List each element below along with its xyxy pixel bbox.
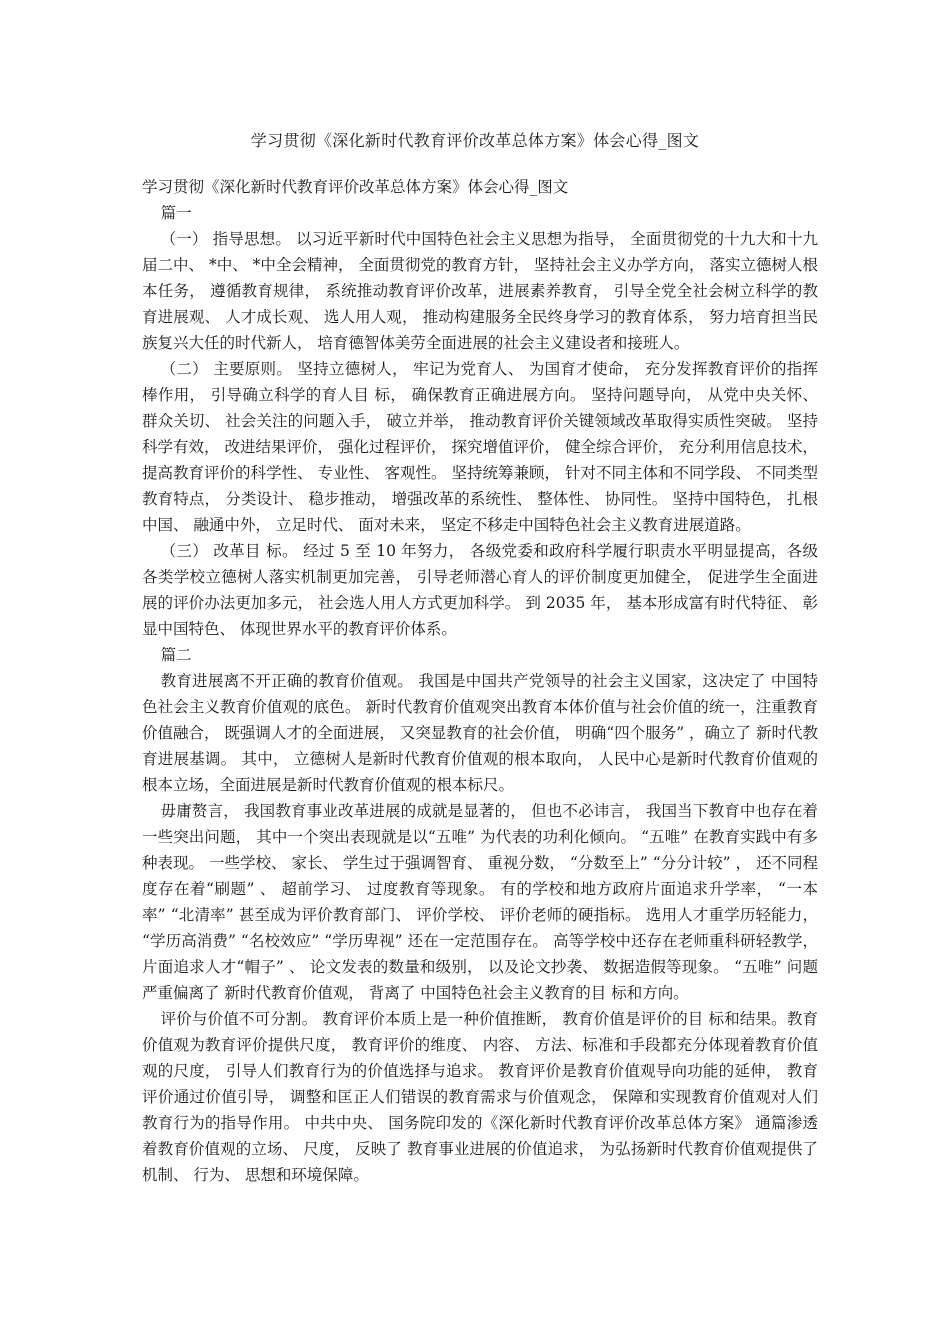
paragraph: 评价与价值不可分割。 教育评价本质上是一种价值推断， 教育价值是评价的目 标和结果。教育价值观为教育评价提供尺度， 教育评价的维度、 内容、 方法、标准和手段都充分体现着教育价值观的尺度， 引导人们教育行为的价值选择与追求。 教育评价是教育价值观导向功能的延伸， 教育评价通过价值引导， 调整和匡正人们错误的教育需求与价值观念， 保障和实现教育价值观对人们教育行为的指导作用。 中共中央、 国务院印发的《深化新时代教育评价改革总体方案》 通篇渗透着教育价值观的立场、 尺度， 反映了 教育事业进展的价值追求， 为弘扬新时代教育价值观提供了 机制、 行为、 思想和环境保障。 (142, 1010, 818, 1184)
paragraph: 毋庸赘言， 我国教育事业改革进展的成就是显著的， 但也不必讳言， 我国当下教育中也存在着一些突出问题， 其中一个突出表现就是以“五唯” 为代表的功利化倾向。 “五唯” 在教育实践中有多种表现。 一些学校、 家长、 学生过于强调智育、 重视分数， “分数至上” “分分计较” ， 还不同程度存在着“刷题” 、 超前学习、 过度教育等现象。 有的学校和地方政府片面追求升学率， “一本率” “北清率” 甚至成为评价教育部门、 评价学校、 评价老师的硬指标。 选用人才重学历轻能力， “学历高消费” “名校效应” “学历卑视” 还在一定范围存在。 高等学校中还存在老师重科研轻教学， 片面追求人才“帽子” 、 论文发表的数量和级别， 以及论文抄袭、 数据造假等现象。 “五唯” 问题严重偏离了 新时代教育价值观， 背离了 中国特色社会主义教育的目 标和方向。 (142, 802, 818, 1002)
paragraph: （一） 指导思想。 以习近平新时代中国特色社会主义思想为指导， 全面贯彻党的十九大和十九届二中、 *中、 *中全会精神， 全面贯彻党的教育方针， 坚持社会主义办学方向， 落实立德树人根本任务， 遵循教育规律， 系统推动教育评价改革，进展素养教育， 引导全党全社会树立科学的教育进展观、 人才成长观、 选人用人观， 推动构建服务全民终身学习的教育体系， 努力培育担当民族复兴大任的时代新人， 培育德智体美劳全面进展的社会主义建设者和接班人。 (142, 230, 818, 352)
document-title: 学习贯彻《深化新时代教育评价改革总体方案》体会心得_图文 (250, 131, 700, 150)
section-heading: 篇一 (160, 204, 192, 222)
document-subtitle: 学习贯彻《深化新时代教育评价改革总体方案》体会心得_图文 (142, 178, 569, 196)
paragraph: 教育进展离不开正确的教育价值观。 我国是中国共产党领导的社会主义国家，这决定了 中国特色社会主义教育价值观的底色。 新时代教育价值观突出教育本体价值与社会价值的统一，注重教育价值融合， 既强调人才的全面进展， 又突显教育的社会价值， 明确“四个服务” ，确立了 新时代教育进展基调。 其中， 立德树人是新时代教育价值观的根本取向， 人民中心是新时代教育价值观的根本立场，全面进展是新时代教育价值观的根本标尺。 (142, 672, 818, 794)
paragraph: （二） 主要原则。 坚持立德树人， 牢记为党育人、 为国育才使命， 充分发挥教育评价的指挥棒作用， 引导确立科学的育人目 标， 确保教育正确进展方向。 坚持问题导向， 从党中央关怀、 群众关切、 社会关注的问题入手， 破立并举， 推动教育评价关键领域改革取得实质性突破。 坚持科学有效， 改进结果评价， 强化过程评价， 探究增值评价， 健全综合评价， 充分利用信息技术， 提高教育评价的科学性、 专业性、 客观性。 坚持统筹兼顾， 针对不同主体和不同学段、 不同类型教育特点， 分类设计、 稳步推动， 增强改革的系统性、 整体性、 协同性。 坚持中国特色， 扎根中国、 融通中外， 立足时代、 面对未来， 坚定不移走中国特色社会主义教育进展道路。 (142, 360, 818, 534)
document-body (142, 174, 818, 1188)
paragraph: （三） 改革目 标。 经过 5 至 10 年努力， 各级党委和政府科学履行职责水平明显提高，各级各类学校立德树人落实机制更加完善， 引导老师潜心育人的评价制度更加健全， 促进学生全面进展的评价办法更加多元， 社会选人用人方式更加科学。 到 2035 年， 基本形成富有时代特征、 彰显中国特色、 体现世界水平的教育评价体系。 (142, 542, 818, 638)
section-heading: 篇二 (160, 646, 192, 664)
